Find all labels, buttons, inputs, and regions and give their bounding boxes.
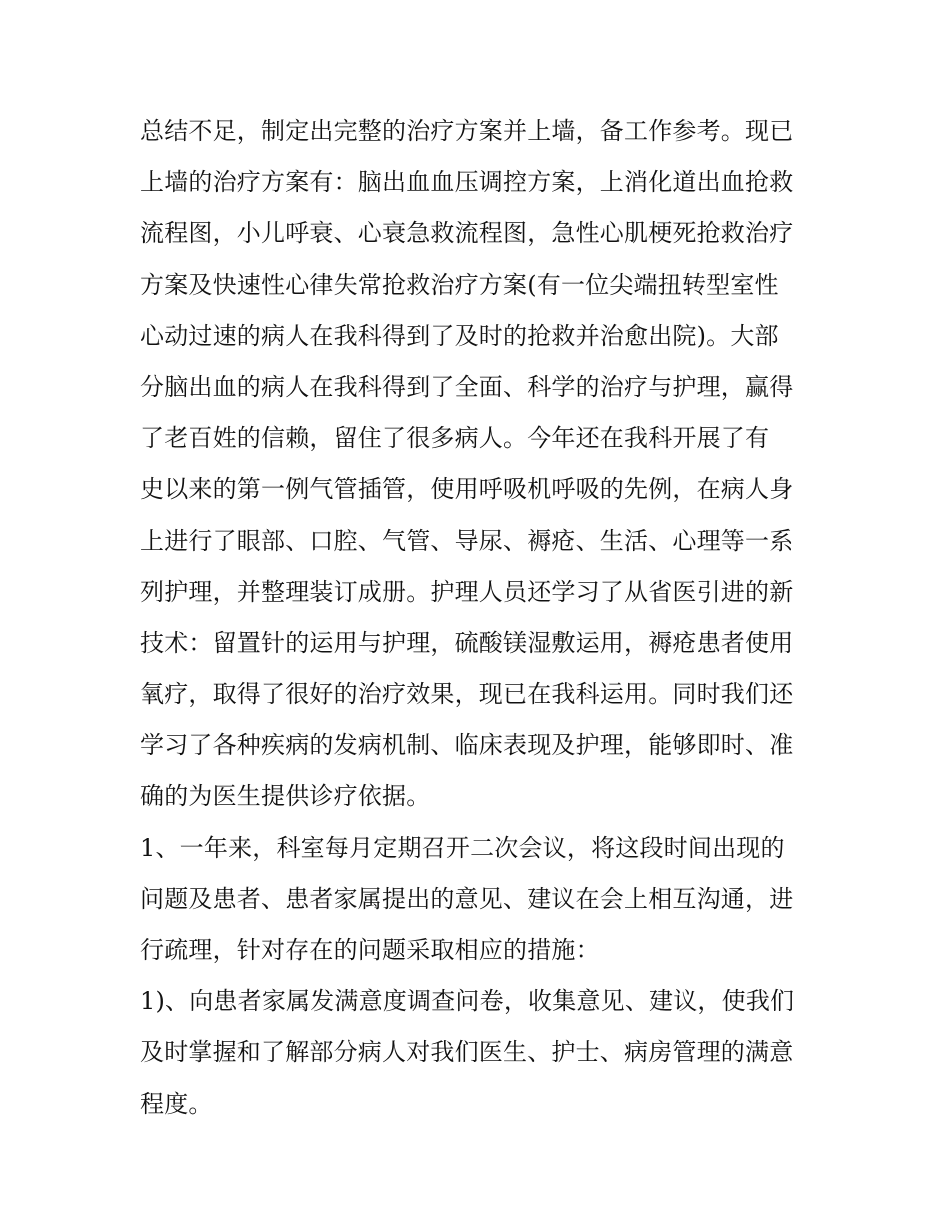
text-line: 行疏理，针对存在的问题采取相应的措施： bbox=[140, 936, 600, 964]
text-line: 氧疗，取得了很好的治疗效果，现已在我科运用。同时我们还 bbox=[140, 680, 794, 709]
text-line: 列护理，并整理装订成册。护理人员还学习了从省医引进的新 bbox=[140, 577, 794, 606]
text-line: 上墙的治疗方案有：脑出血血压调控方案，上消化道出血抢救 bbox=[140, 168, 794, 197]
text-line: 史以来的第一例气管插管，使用呼吸机呼吸的先例，在病人身 bbox=[140, 475, 794, 504]
text-line: 确的为医生提供诊疗依据。 bbox=[140, 782, 431, 811]
text-line: 分脑出血的病人在我科得到了全面、科学的治疗与护理，赢得 bbox=[140, 372, 794, 401]
text-line: 问题及患者、患者家属提出的意见、建议在会上相互沟通，进 bbox=[140, 884, 794, 913]
text-line: 1、一年来，科室每月定期召开二次会议，将这段时间出现的 bbox=[140, 833, 785, 862]
text-line: 技术：留置针的运用与护理，硫酸镁湿敷运用，褥疮患者使用 bbox=[140, 628, 794, 657]
body-text bbox=[140, 106, 820, 1130]
text-line: 程度。 bbox=[140, 1089, 213, 1118]
text-line: 1)、向患者家属发满意度调查问卷，收集意见、建议，使我们 bbox=[140, 987, 795, 1016]
text-line: 了老百姓的信赖，留住了很多病人。今年还在我科开展了有 bbox=[140, 424, 770, 453]
text-line: 流程图，小儿呼衰、心衰急救流程图，急性心肌梗死抢救治疗 bbox=[140, 219, 794, 248]
text-line: 上进行了眼部、口腔、气管、导尿、褥疮、生活、心理等一系 bbox=[140, 526, 794, 555]
text-line: 方案及快速性心律失常抢救治疗方案(有一位尖端扭转型室性 bbox=[140, 270, 779, 299]
text-line: 及时掌握和了解部分病人对我们医生、护士、病房管理的满意 bbox=[140, 1038, 794, 1067]
text-line: 学习了各种疾病的发病机制、临床表现及护理，能够即时、准 bbox=[140, 731, 794, 760]
text-line: 心动过速的病人在我科得到了及时的抢救并治愈出院)。大部 bbox=[140, 321, 779, 350]
text-line: 总结不足，制定出完整的治疗方案并上墙，备工作参考。现已 bbox=[140, 117, 794, 145]
